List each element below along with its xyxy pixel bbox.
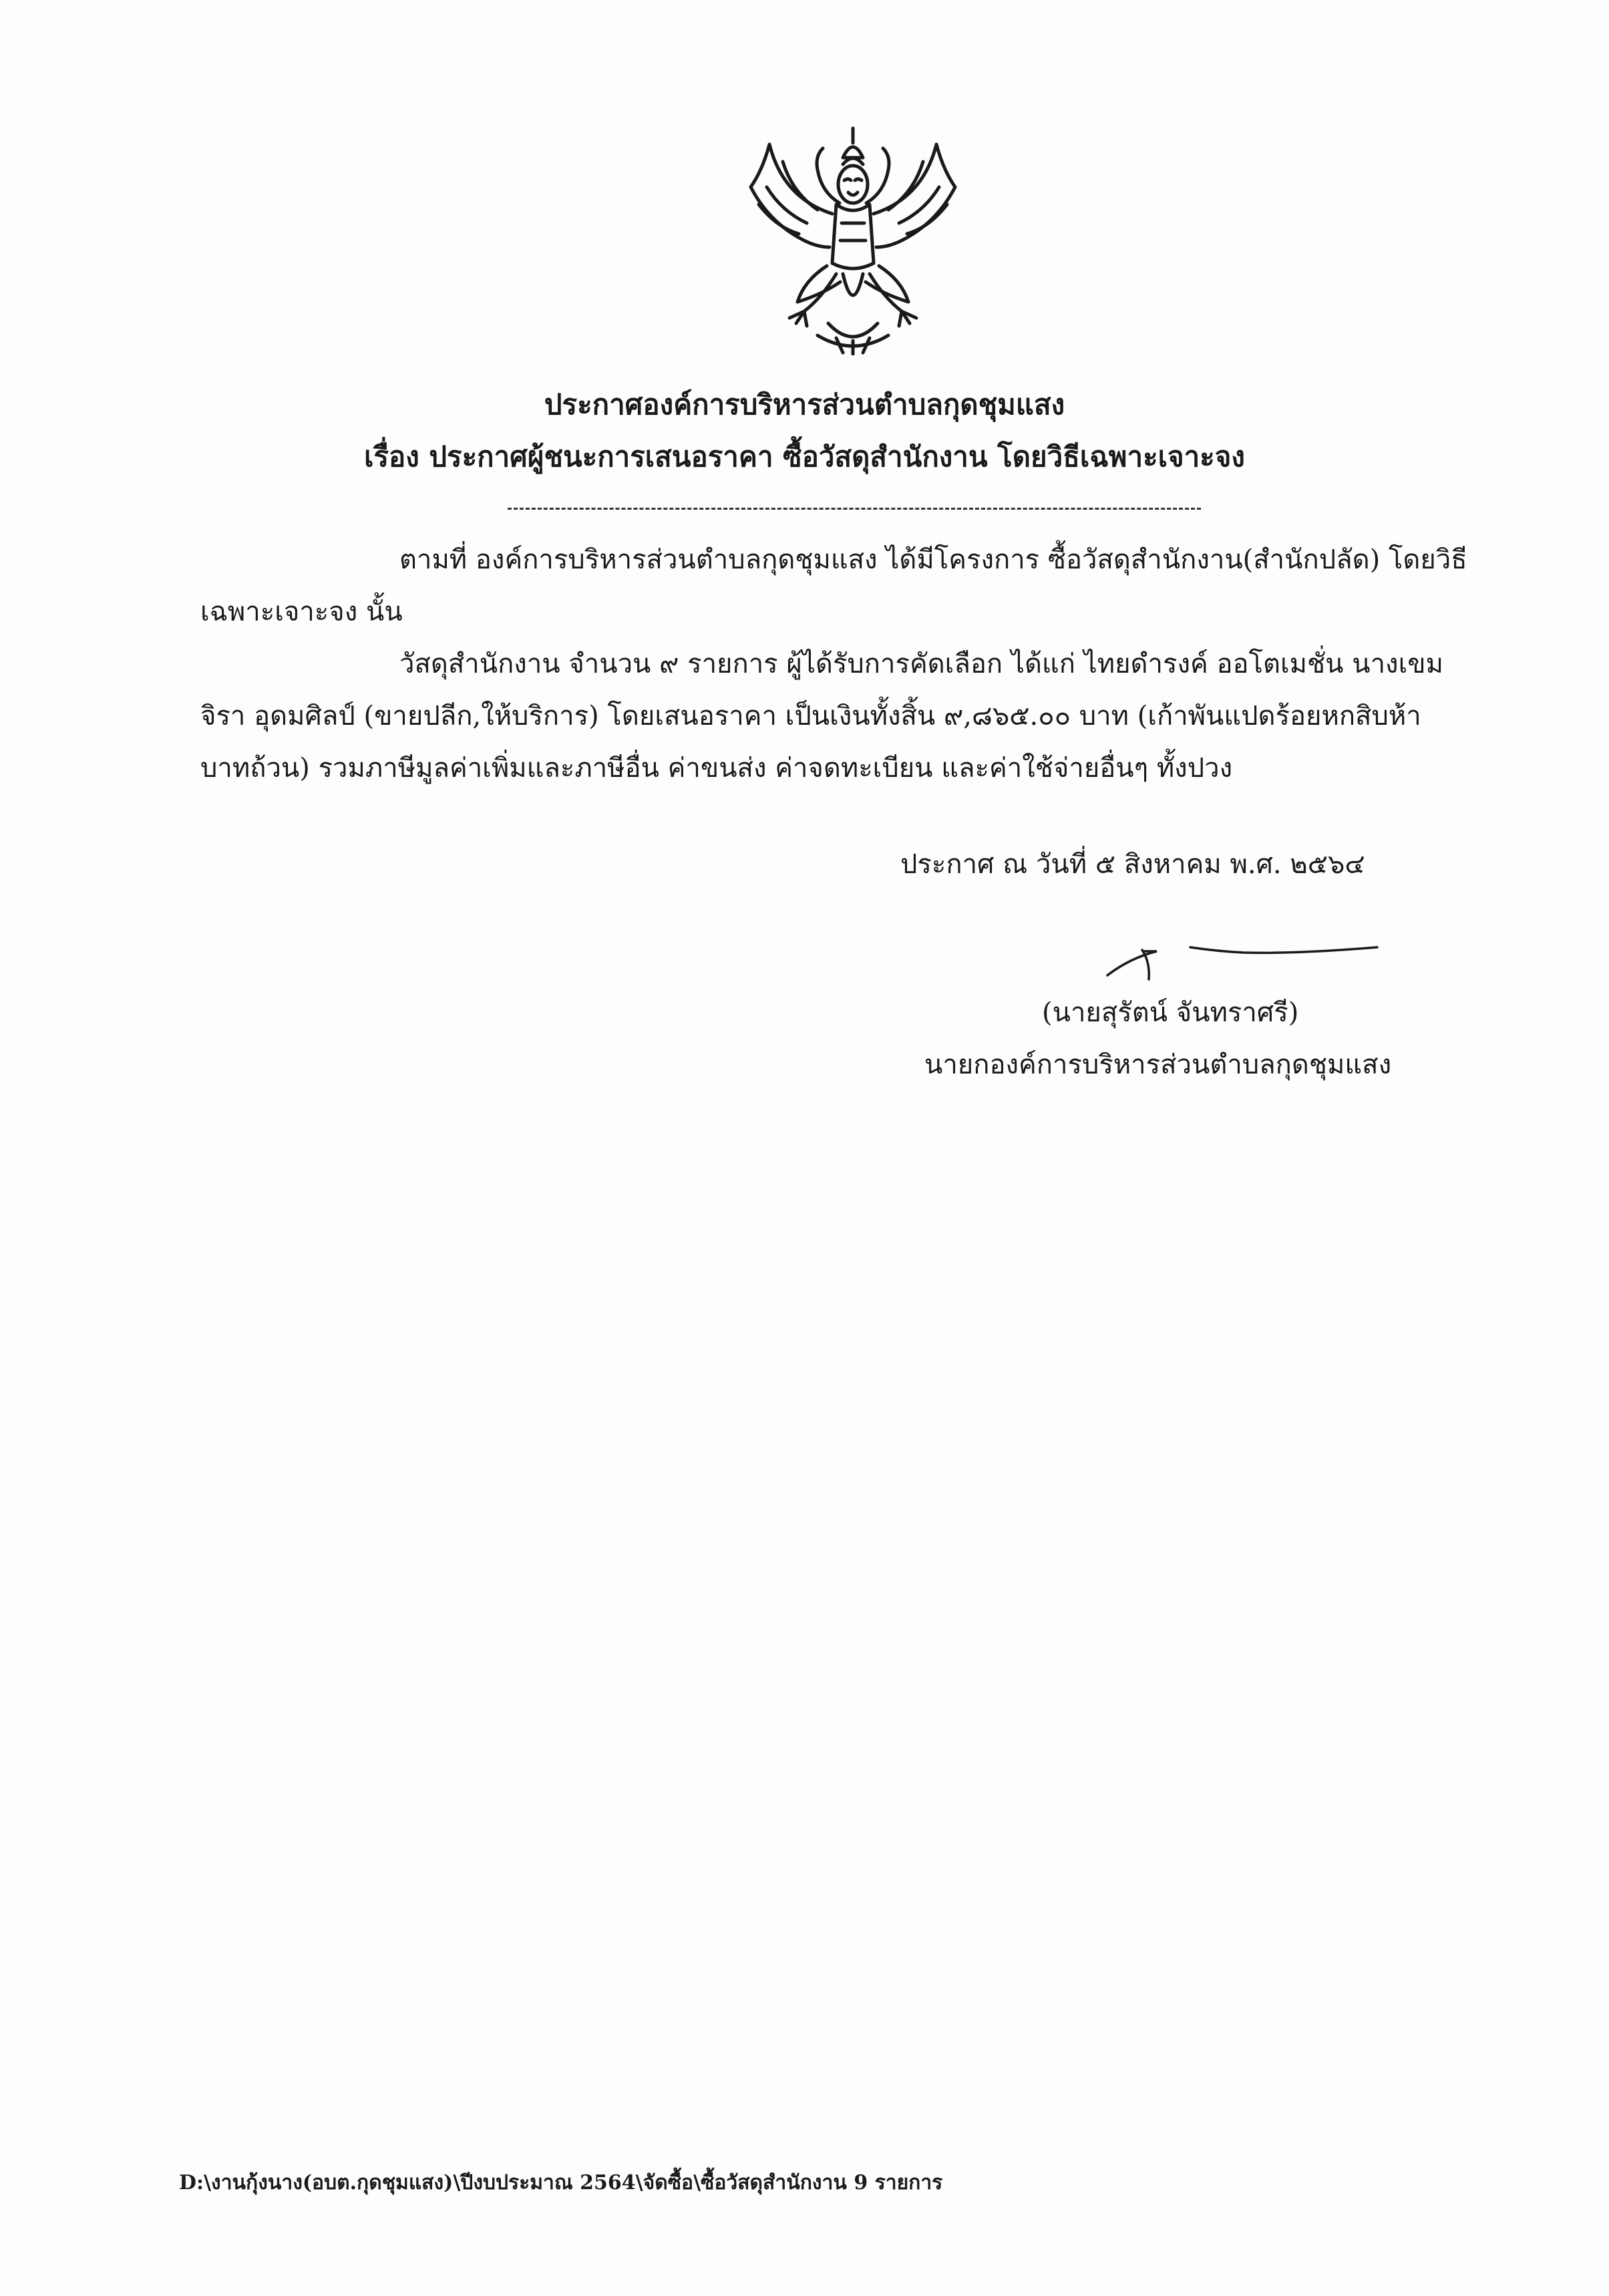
file-path-footer: D:\งานกุ้งนาง(อบต.กุดชุมแสง)\ปีงบประมาณ 2564\จัดซื้อ\ซื้อวัสดุสำนักงาน 9 รายการ — [179, 2171, 943, 2194]
paragraph-2-line-2: จิรา อุดมศิลป์ (ขายปลีก,ให้บริการ) โดยเสนอราคา เป็นเงินทั้งสิ้น ๙,๘๖๕.๐๐ บาท (เก้าพันแปดร้อยหกสิบห้า — [200, 701, 1421, 731]
garuda-emblem-icon — [743, 123, 963, 355]
paragraph-1-line-2: เฉพาะเจาะจง นั้น — [200, 597, 403, 627]
handwritten-signature — [1103, 931, 1384, 985]
paragraph-2-line-3: บาทถ้วน) รวมภาษีมูลค่าเพิ่มและภาษีอื่น ค่าขนส่ง ค่าจดทะเบียน และค่าใช้จ่ายอื่นๆ ทั้งปวง — [200, 753, 1233, 784]
paragraph-1-line-1: ตามที่ องค์การบริหารส่วนตำบลกุดชุมแสง ได้มีโครงการ ซื้อวัสดุสำนักงาน(สำนักปลัด) โดยวิธี — [399, 544, 1467, 575]
signer-position: นายกองค์การบริหารส่วนตำบลกุดชุมแสง — [924, 1049, 1392, 1080]
signer-name: (นายสุรัตน์ จันทราศรี) — [1042, 997, 1299, 1028]
announcement-subject: เรื่อง ประกาศผู้ชนะการเสนอราคา ซื้อวัสดุสำนักงาน โดยวิธีเฉพาะเจาะจง — [364, 440, 1245, 473]
announcement-title: ประกาศองค์การบริหารส่วนตำบลกุดชุมแสง — [544, 388, 1065, 421]
paragraph-2-line-1: วัสดุสำนักงาน จำนวน ๙ รายการ ผู้ได้รับการคัดเลือก ได้แก่ ไทยดำรงค์ ออโตเมชั่น นางเขม — [399, 649, 1443, 679]
title-separator — [508, 508, 1201, 510]
announcement-date: ประกาศ ณ วันที่ ๕ สิงหาคม พ.ศ. ๒๕๖๔ — [900, 849, 1365, 880]
